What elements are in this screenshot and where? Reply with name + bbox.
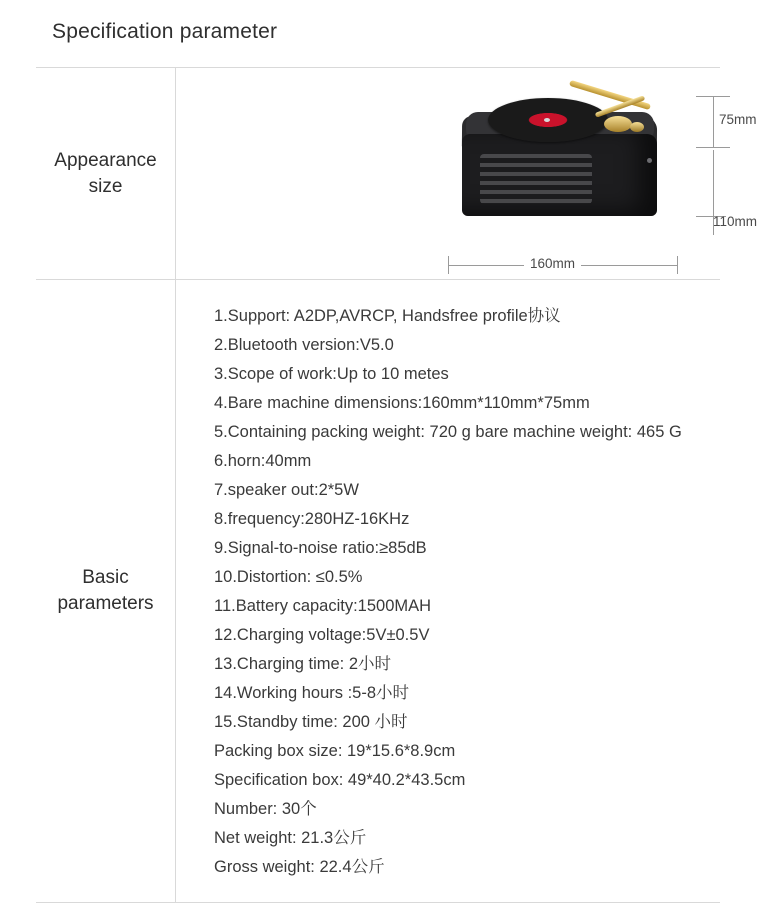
dimension-label-width: 160mm — [524, 256, 581, 271]
list-item: 12.Charging voltage:5V±0.5V — [214, 626, 430, 644]
dimension-label-depth: 110mm — [713, 214, 757, 229]
appearance-illustration — [176, 68, 757, 279]
list-item: Net weight: 21.3公斤 — [214, 829, 367, 847]
dimension-line-height — [713, 96, 714, 148]
dimension-tick-width-left — [448, 256, 449, 274]
list-item: 10.Distortion: ≤0.5% — [214, 568, 363, 586]
list-item: 5.Containing packing weight: 720 g bare machine weight: 465 G — [214, 423, 682, 441]
list-item: Number: 30个 — [214, 800, 317, 818]
table-row-basic-parameters — [36, 280, 720, 903]
row-label-appearance-line1: Appearance — [54, 149, 157, 171]
list-item: 8.frequency:280HZ-16KHz — [214, 510, 410, 528]
product-image — [444, 86, 672, 226]
list-item: 15.Standby time: 200 小时 — [214, 713, 408, 731]
list-item: 11.Battery capacity:1500MAH — [214, 597, 432, 615]
list-item: Gross weight: 22.4公斤 — [214, 858, 385, 876]
parameters-list — [176, 280, 720, 902]
dimension-label-height: 75mm — [719, 112, 757, 127]
control-knob-small — [630, 122, 644, 132]
row-label-basic-parameters — [36, 280, 176, 902]
dimension-tick-height-top — [696, 96, 730, 97]
row-label-appearance-line2: size — [88, 175, 123, 197]
vinyl-record — [488, 98, 608, 142]
appearance-cell — [176, 68, 757, 279]
specification-table — [36, 67, 757, 903]
page-title: Specification parameter — [52, 20, 278, 43]
dimension-tick-height-bottom — [696, 147, 730, 148]
list-item: 1.Support: A2DP,AVRCP, Handsfree profile协议 — [214, 307, 561, 325]
list-item: 4.Bare machine dimensions:160mm*110mm*75mm — [214, 394, 590, 412]
row-label-basic-line2: parameters — [57, 593, 154, 614]
list-item: Packing box size: 19*15.6*8.9cm — [214, 742, 456, 760]
list-item: 9.Signal-to-noise ratio:≥85dB — [214, 539, 427, 557]
side-port-icon — [647, 158, 652, 163]
control-knob — [604, 116, 632, 132]
table-row-appearance — [36, 68, 757, 280]
row-label-basic-line1: Basic — [82, 567, 129, 589]
list-item: 14.Working hours :5-8小时 — [214, 684, 410, 702]
list-item: 2.Bluetooth version:V5.0 — [214, 336, 394, 354]
list-item: 7.speaker out:2*5W — [214, 481, 359, 499]
list-item: 13.Charging time: 2小时 — [214, 655, 391, 673]
basic-parameters-cell — [176, 280, 720, 902]
speaker-grill — [480, 154, 592, 204]
dimension-tick-width-right — [677, 256, 678, 274]
row-label-appearance — [36, 68, 176, 279]
list-item: 6.horn:40mm — [214, 452, 312, 470]
list-item: Specification box: 49*40.2*43.5cm — [214, 771, 466, 789]
list-item: 3.Scope of work:Up to 10 metes — [214, 365, 449, 383]
